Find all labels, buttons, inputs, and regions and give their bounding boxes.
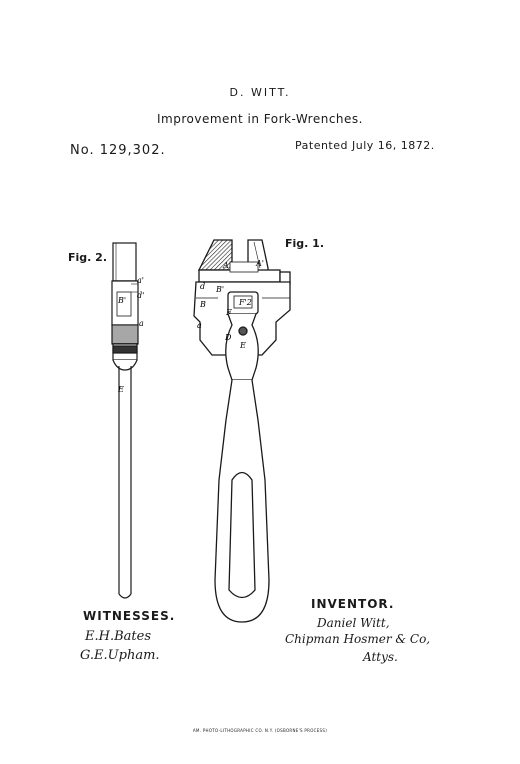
fig1-label-f2: F'2 (239, 298, 252, 307)
patent-title: Improvement in Fork-Wrenches. (157, 112, 363, 126)
fig1-label: Fig. 1. (285, 237, 324, 250)
fig1-label-b: B (200, 300, 206, 309)
fig2-label-d-prime: d' (137, 291, 145, 300)
fig2-label-e: E (118, 385, 124, 394)
fig1-label-e: E (240, 341, 246, 350)
attorneys-signature: Chipman Hosmer & Co, (285, 632, 431, 646)
fig2-label-b-prime: B' (118, 296, 127, 305)
fig1-label-b-prime: B' (216, 285, 225, 294)
inventor-signature: Daniel Witt, (317, 616, 390, 630)
lithographer-imprint: AM. PHOTO-LITHOGRAPHIC CO. N.Y. (OSBORNE'S PROCESS) (192, 728, 328, 733)
fig1-label-d-low: D (225, 333, 232, 342)
witness-signature-1: E.H.Bates (85, 629, 151, 644)
inventor-name: D. WITT. (229, 86, 291, 99)
patent-date: Patented July 16, 1872. (295, 139, 435, 152)
patent-number: No. 129,302. (70, 143, 166, 158)
fig2-label: Fig. 2. (68, 251, 107, 264)
fig1-label-a-low: a (197, 321, 202, 330)
witness-signature-2: G.E.Upham. (80, 648, 160, 663)
fig1-label-a-prime: A' (256, 259, 264, 268)
fig1-label-d: d (200, 282, 206, 291)
witnesses-heading: WITNESSES. (83, 609, 176, 623)
fig2-label-a: a (139, 319, 144, 328)
fig1-label-a: A (223, 261, 229, 270)
inventor-heading: INVENTOR. (311, 597, 395, 611)
attorneys-abbrev: Attys. (363, 650, 398, 664)
fig2-label-a-prime: a' (137, 276, 144, 285)
fig1-label-f: F (226, 308, 232, 317)
